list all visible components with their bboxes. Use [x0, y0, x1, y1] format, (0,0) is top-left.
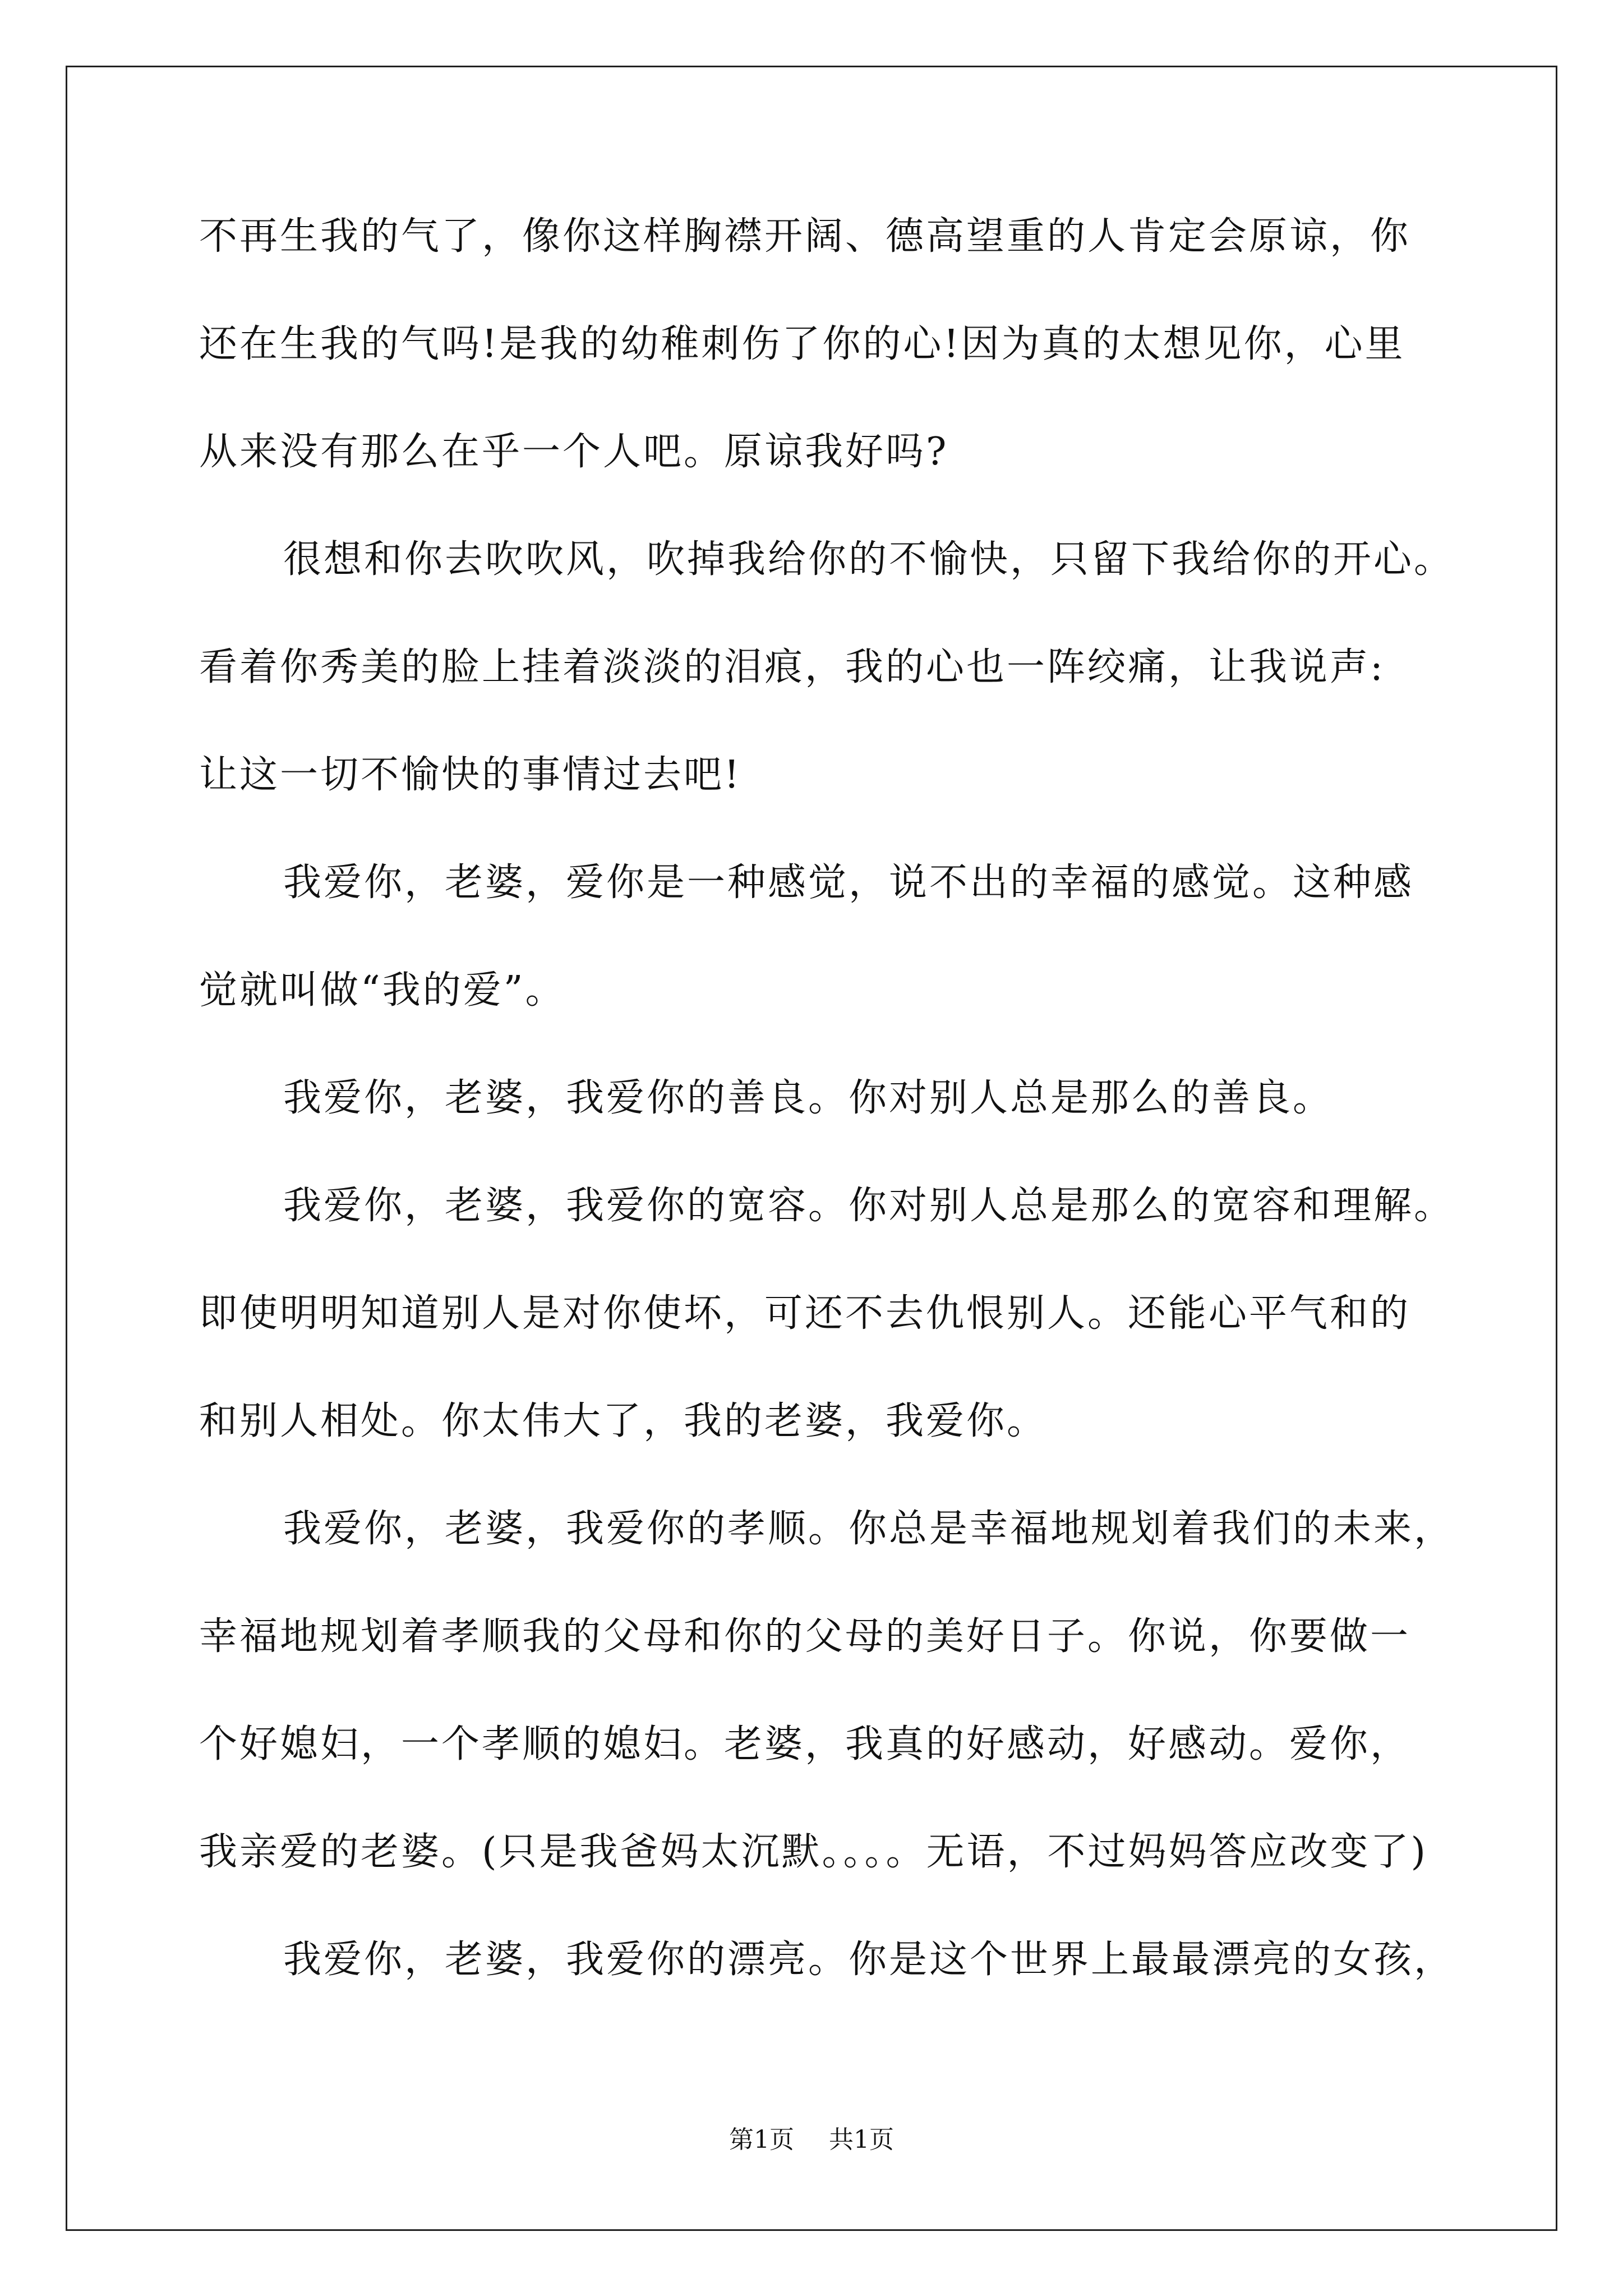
- text-line: 让这一切不愉快的事情过去吧!: [199, 753, 742, 797]
- text-line: 即使明明知道别人是对你使坏，可还不去仇恨别人。还能心平气和的: [199, 1291, 1411, 1336]
- text-line: 我爱你，老婆，我爱你的漂亮。你是这个世界上最最漂亮的女孩，: [283, 1938, 1455, 1982]
- page-total: 共1页: [829, 2125, 894, 2154]
- text-line: 我爱你，老婆，我爱你的宽容。你对别人总是那么的宽容和理解。: [283, 1184, 1455, 1228]
- page-number: 第1页: [729, 2125, 794, 2154]
- page-footer: [0, 2123, 1623, 2157]
- text-line: 不再生我的气了，像你这样胸襟开阔、德高望重的人肯定会原谅，你: [199, 214, 1411, 259]
- text-line: 和别人相处。你太伟大了，我的老婆，我爱你。: [199, 1399, 1048, 1443]
- text-line: 很想和你去吹吹风，吹掉我给你的不愉快，只留下我给你的开心。: [283, 537, 1455, 582]
- text-line: 从来没有那么在乎一个人吧。原谅我好吗?: [199, 430, 949, 474]
- text-line: 我爱你，老婆，我爱你的孝顺。你总是幸福地规划着我们的未来，: [283, 1507, 1455, 1551]
- text-line: 幸福地规划着孝顺我的父母和你的父母的美好日子。你说，你要做一: [199, 1614, 1411, 1659]
- text-line: 觉就叫做“我的爱”。: [199, 968, 566, 1013]
- document-body: [199, 203, 1455, 2034]
- text-line: 看着你秀美的脸上挂着淡淡的泪痕，我的心也一阵绞痛，让我说声:: [199, 645, 1385, 689]
- text-line: 个好媳妇，一个孝顺的媳妇。老婆，我真的好感动，好感动。爱你，: [199, 1722, 1411, 1766]
- text-line: 还在生我的气吗!是我的幼稚刺伤了你的心!因为真的太想见你，心里: [199, 322, 1405, 366]
- text-line: 我亲爱的老婆。(只是我爸妈太沉默。。。。无语，不过妈妈答应改变了): [199, 1830, 1428, 1874]
- text-line: 我爱你，老婆，我爱你的善良。你对别人总是那么的善良。: [283, 1076, 1334, 1120]
- text-line: 我爱你，老婆，爱你是一种感觉，说不出的幸福的感觉。这种感: [283, 861, 1414, 905]
